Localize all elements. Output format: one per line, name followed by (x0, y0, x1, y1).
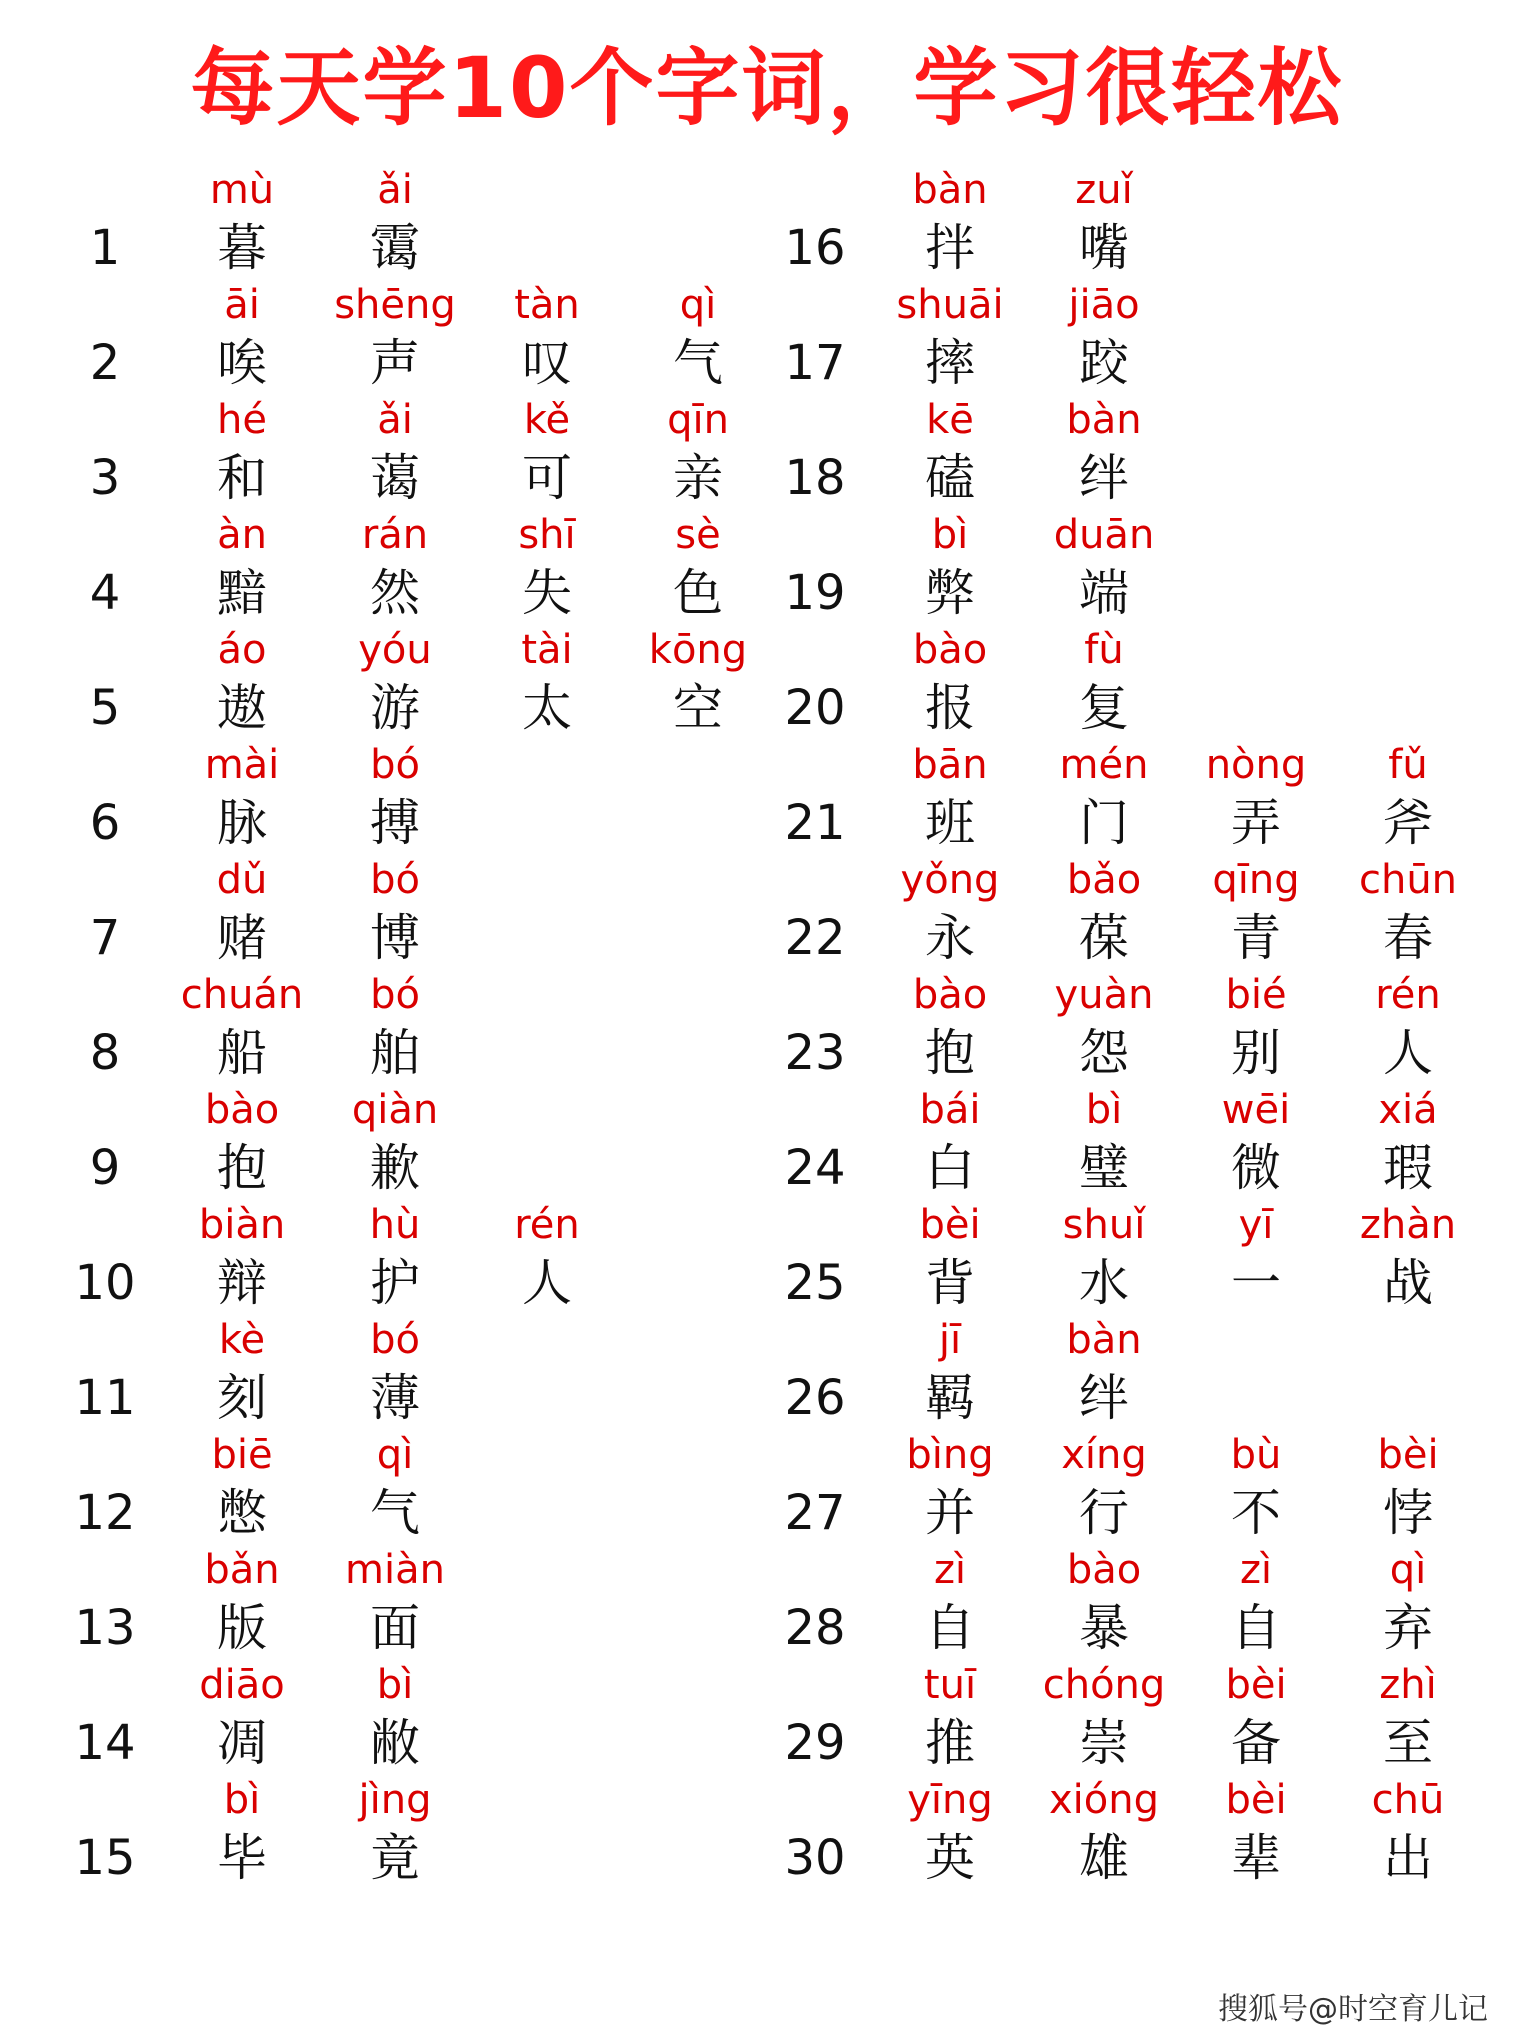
hanzi-character: 不 (1231, 1484, 1281, 1542)
pinyin-label: bàn (1066, 397, 1142, 443)
pinyin-label: bào (912, 972, 988, 1018)
pinyin-label: bì (223, 1777, 261, 1823)
hanzi-character: 太 (522, 679, 572, 737)
pinyin-label: xióng (1049, 1777, 1159, 1823)
hanzi-character: 护 (370, 1254, 420, 1312)
hanzi-character: 英 (925, 1829, 975, 1887)
hanzi-character: 然 (370, 564, 420, 622)
hanzi-character: 抱 (217, 1139, 267, 1197)
entry-number: 22 (784, 910, 846, 966)
pinyin-label: bì (1085, 1087, 1123, 1133)
pinyin-label: qīng (1212, 857, 1300, 903)
hanzi-character: 一 (1231, 1254, 1281, 1312)
hanzi-character: 叹 (522, 334, 572, 392)
hanzi-character: 弃 (1383, 1599, 1433, 1657)
pinyin-label: zuǐ (1075, 167, 1133, 213)
hanzi-character: 永 (925, 909, 975, 967)
pinyin-label: àn (217, 512, 267, 558)
pinyin-label: hé (217, 397, 267, 443)
pinyin-label: kē (926, 397, 974, 443)
hanzi-character: 色 (673, 564, 723, 622)
pinyin-label: diāo (199, 1662, 285, 1708)
pinyin-label: chóng (1042, 1662, 1166, 1708)
pinyin-label: shuāi (896, 282, 1004, 328)
entry-number: 28 (784, 1600, 846, 1656)
pinyin-label: bù (1230, 1432, 1282, 1478)
hanzi-character: 自 (925, 1599, 975, 1657)
hanzi-character: 拌 (925, 219, 975, 277)
entry-number: 13 (74, 1600, 136, 1656)
hanzi-character: 人 (1383, 1024, 1433, 1082)
hanzi-character: 薄 (370, 1369, 420, 1427)
hanzi-character: 磕 (925, 449, 975, 507)
pinyin-label: zhàn (1359, 1202, 1457, 1248)
hanzi-character: 版 (217, 1599, 267, 1657)
hanzi-character: 班 (925, 794, 975, 852)
entry-number: 8 (89, 1025, 121, 1081)
hanzi-character: 雄 (1079, 1829, 1129, 1887)
hanzi-character: 竟 (370, 1829, 420, 1887)
hanzi-character: 瑕 (1383, 1139, 1433, 1197)
entry-number: 27 (784, 1485, 846, 1541)
hanzi-character: 摔 (925, 334, 975, 392)
entry-number: 23 (784, 1025, 846, 1081)
entry-number: 21 (784, 795, 846, 851)
pinyin-label: tuī (923, 1662, 977, 1708)
pinyin-label: wēi (1221, 1087, 1291, 1133)
entry-number: 17 (784, 335, 846, 391)
pinyin-label: yǒng (900, 857, 1000, 903)
hanzi-character: 毕 (217, 1829, 267, 1887)
pinyin-label: bó (370, 972, 420, 1018)
hanzi-character: 弄 (1231, 794, 1281, 852)
pinyin-label: fǔ (1388, 742, 1428, 788)
hanzi-character: 推 (925, 1714, 975, 1772)
pinyin-label: kè (218, 1317, 266, 1363)
hanzi-character: 船 (217, 1024, 267, 1082)
hanzi-character: 唉 (217, 334, 267, 392)
entry-number: 15 (74, 1830, 136, 1886)
pinyin-label: hù (369, 1202, 421, 1248)
pinyin-label: bó (370, 742, 420, 788)
pinyin-label: qì (376, 1432, 414, 1478)
pinyin-label: zhì (1379, 1662, 1437, 1708)
pinyin-label: mù (209, 167, 275, 213)
pinyin-label: biàn (198, 1202, 286, 1248)
entry-number: 4 (89, 565, 121, 621)
pinyin-label: bǎn (204, 1547, 280, 1593)
hanzi-character: 悖 (1383, 1484, 1433, 1542)
page-title: 每天学10个字词，学习很轻松 (190, 39, 1344, 137)
entry-number: 20 (784, 680, 846, 736)
hanzi-character: 面 (370, 1599, 420, 1657)
hanzi-character: 报 (925, 679, 975, 737)
entry-number: 1 (89, 220, 121, 276)
hanzi-character: 舶 (370, 1024, 420, 1082)
pinyin-label: jìng (358, 1777, 432, 1823)
hanzi-character: 蔼 (370, 449, 420, 507)
hanzi-character: 人 (522, 1254, 572, 1312)
entry-number: 9 (89, 1140, 121, 1196)
hanzi-character: 自 (1231, 1599, 1281, 1657)
entry-number: 25 (784, 1255, 846, 1311)
pinyin-label: áo (217, 627, 267, 673)
hanzi-character: 辈 (1231, 1829, 1281, 1887)
hanzi-character: 歉 (370, 1139, 420, 1197)
pinyin-label: bái (919, 1087, 981, 1133)
pinyin-label: shuǐ (1062, 1202, 1146, 1248)
hanzi-character: 至 (1383, 1714, 1433, 1772)
hanzi-character: 跤 (1079, 334, 1129, 392)
hanzi-character: 白 (925, 1139, 975, 1197)
pinyin-label: rén (514, 1202, 580, 1248)
hanzi-character: 声 (370, 334, 420, 392)
pinyin-label: chūn (1358, 857, 1458, 903)
pinyin-label: bàn (912, 167, 988, 213)
pinyin-label: biē (211, 1432, 273, 1478)
pinyin-label: ǎi (377, 167, 413, 213)
entry-number: 16 (784, 220, 846, 276)
entry-number: 11 (74, 1370, 136, 1426)
hanzi-character: 黯 (217, 564, 267, 622)
hanzi-character: 抱 (925, 1024, 975, 1082)
hanzi-character: 嘴 (1079, 219, 1129, 277)
pinyin-label: bǎo (1066, 857, 1142, 903)
pinyin-label: mài (204, 742, 280, 788)
pinyin-label: bì (376, 1662, 414, 1708)
hanzi-character: 暴 (1079, 1599, 1129, 1657)
hanzi-character: 刻 (217, 1369, 267, 1427)
pinyin-label: fù (1084, 627, 1124, 673)
pinyin-label: chuán (180, 972, 304, 1018)
pinyin-label: miàn (345, 1547, 445, 1593)
hanzi-character: 春 (1383, 909, 1433, 967)
entry-number: 18 (784, 450, 846, 506)
hanzi-character: 崇 (1079, 1714, 1129, 1772)
hanzi-character: 行 (1079, 1484, 1129, 1542)
entry-number: 7 (89, 910, 121, 966)
pinyin-label: sè (675, 512, 721, 558)
hanzi-character: 璧 (1079, 1139, 1129, 1197)
entry-number: 5 (89, 680, 121, 736)
pinyin-label: rán (361, 512, 429, 558)
hanzi-character: 搏 (370, 794, 420, 852)
pinyin-label: kōng (648, 627, 748, 673)
pinyin-label: bìng (906, 1432, 994, 1478)
entry-number: 30 (784, 1830, 846, 1886)
hanzi-character: 霭 (370, 219, 420, 277)
hanzi-character: 气 (370, 1484, 420, 1542)
pinyin-label: qì (1389, 1547, 1427, 1593)
entry-number: 6 (89, 795, 121, 851)
entry-number: 24 (784, 1140, 846, 1196)
entry-number: 2 (89, 335, 121, 391)
pinyin-label: ǎi (377, 397, 413, 443)
pinyin-label: dǔ (216, 857, 268, 903)
pinyin-label: bàn (1066, 1317, 1142, 1363)
hanzi-character: 可 (522, 449, 572, 507)
pinyin-label: xiá (1378, 1087, 1438, 1133)
pinyin-label: mén (1059, 742, 1149, 788)
pinyin-label: bì (931, 512, 969, 558)
hanzi-character: 游 (370, 679, 420, 737)
hanzi-character: 失 (522, 564, 572, 622)
hanzi-character: 辩 (217, 1254, 267, 1312)
hanzi-character: 憋 (217, 1484, 267, 1542)
hanzi-character: 葆 (1079, 909, 1129, 967)
hanzi-character: 青 (1231, 909, 1281, 967)
pinyin-label: chū (1371, 1777, 1445, 1823)
pinyin-label: bào (204, 1087, 280, 1133)
hanzi-character: 战 (1383, 1254, 1433, 1312)
hanzi-character: 博 (370, 909, 420, 967)
hanzi-character: 背 (925, 1254, 975, 1312)
pinyin-label: zì (933, 1547, 967, 1593)
hanzi-character: 出 (1383, 1829, 1433, 1887)
hanzi-character: 微 (1231, 1139, 1281, 1197)
entry-number: 19 (784, 565, 846, 621)
hanzi-character: 端 (1079, 564, 1129, 622)
hanzi-character: 亲 (673, 449, 723, 507)
hanzi-character: 敝 (370, 1714, 420, 1772)
pinyin-label: xíng (1061, 1432, 1147, 1478)
hanzi-character: 赌 (217, 909, 267, 967)
hanzi-character: 脉 (217, 794, 267, 852)
pinyin-label: qì (679, 282, 717, 328)
hanzi-character: 别 (1231, 1024, 1281, 1082)
hanzi-character: 门 (1079, 794, 1129, 852)
pinyin-label: bèi (919, 1202, 981, 1248)
pinyin-label: tàn (514, 282, 580, 328)
pinyin-label: zì (1239, 1547, 1273, 1593)
hanzi-character: 遨 (217, 679, 267, 737)
hanzi-character: 并 (925, 1484, 975, 1542)
pinyin-label: kě (523, 397, 571, 443)
pinyin-label: bān (912, 742, 988, 788)
entry-number: 12 (74, 1485, 136, 1541)
pinyin-label: qiàn (351, 1087, 439, 1133)
hanzi-character: 羁 (925, 1369, 975, 1427)
watermark: 搜狐号@时空育儿记 (1218, 1992, 1488, 2027)
pinyin-label: yóu (358, 627, 432, 673)
pinyin-label: bèi (1377, 1432, 1439, 1478)
pinyin-label: bèi (1225, 1777, 1287, 1823)
pinyin-label: bèi (1225, 1662, 1287, 1708)
entry-number: 26 (784, 1370, 846, 1426)
pinyin-label: bào (1066, 1547, 1142, 1593)
hanzi-character: 水 (1079, 1254, 1129, 1312)
entry-number: 14 (74, 1715, 136, 1771)
pinyin-label: yīng (907, 1777, 993, 1823)
entry-number: 29 (784, 1715, 846, 1771)
pinyin-label: shēng (334, 282, 456, 328)
entry-number: 10 (74, 1255, 136, 1311)
hanzi-character: 弊 (925, 564, 975, 622)
pinyin-label: bié (1225, 972, 1287, 1018)
pinyin-label: duān (1053, 512, 1155, 558)
pinyin-label: jiāo (1068, 282, 1140, 328)
entry-number: 3 (89, 450, 121, 506)
hanzi-character: 备 (1231, 1714, 1281, 1772)
hanzi-character: 气 (673, 334, 723, 392)
hanzi-character: 绊 (1079, 1369, 1129, 1427)
hanzi-character: 怨 (1079, 1024, 1129, 1082)
pinyin-label: yuàn (1054, 972, 1154, 1018)
pinyin-label: tài (521, 627, 573, 673)
pinyin-label: yī (1238, 1202, 1274, 1248)
pinyin-label: jī (938, 1317, 962, 1363)
hanzi-character: 绊 (1079, 449, 1129, 507)
pinyin-label: bó (370, 857, 420, 903)
hanzi-character: 空 (673, 679, 723, 737)
pinyin-label: nòng (1205, 742, 1307, 788)
pinyin-label: āi (224, 282, 260, 328)
pinyin-label: qīn (667, 397, 729, 443)
hanzi-character: 和 (217, 449, 267, 507)
pinyin-label: rén (1375, 972, 1441, 1018)
hanzi-character: 斧 (1383, 794, 1433, 852)
hanzi-character: 复 (1079, 679, 1129, 737)
pinyin-label: shī (518, 512, 576, 558)
pinyin-label: bó (370, 1317, 420, 1363)
hanzi-character: 暮 (217, 219, 267, 277)
hanzi-character: 凋 (217, 1714, 267, 1772)
pinyin-label: bào (912, 627, 988, 673)
